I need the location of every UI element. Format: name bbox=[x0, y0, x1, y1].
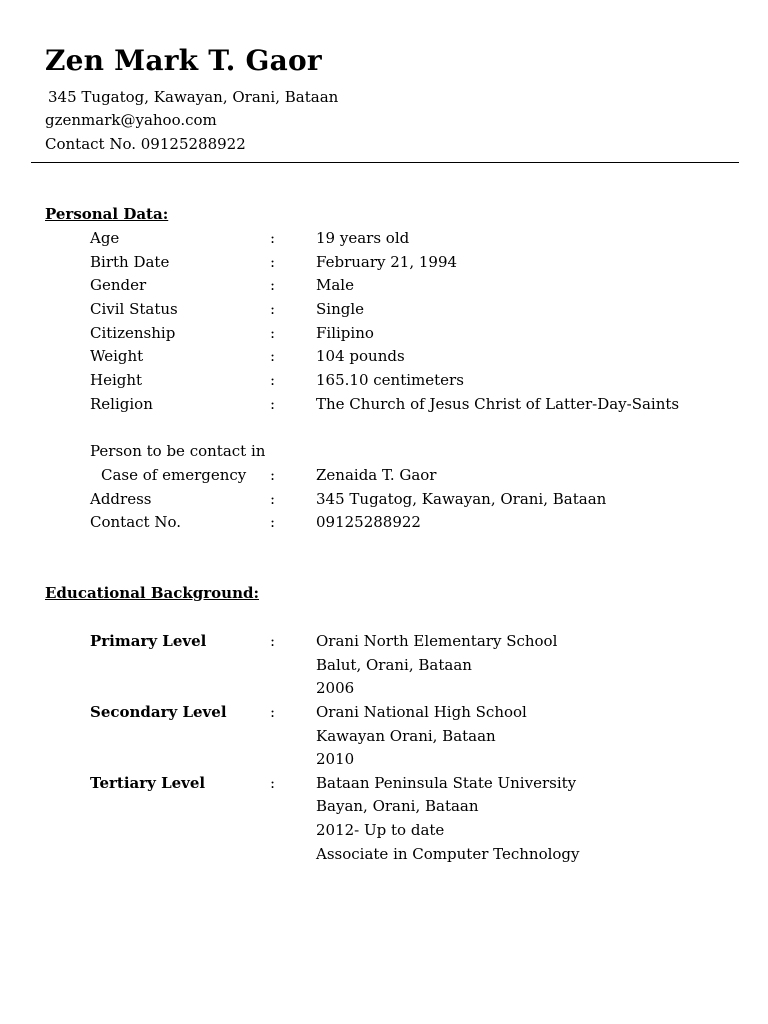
personal-row-weight bbox=[0, 346, 768, 368]
row-separator: : bbox=[270, 229, 276, 247]
row-separator: : bbox=[270, 300, 276, 318]
emergency-title-line2: Case of emergency bbox=[101, 466, 247, 484]
row-separator: : bbox=[270, 632, 276, 650]
personal-row-gender bbox=[0, 275, 768, 297]
emergency-contact-value: 09125288922 bbox=[316, 513, 421, 531]
row-value: Filipino bbox=[316, 324, 374, 342]
personal-data-heading: Personal Data: bbox=[45, 205, 169, 223]
header-divider bbox=[31, 162, 739, 163]
applicant-contact: Contact No. 09125288922 bbox=[45, 135, 246, 153]
row-separator: : bbox=[270, 276, 276, 294]
education-level-label: Secondary Level bbox=[90, 703, 227, 721]
emergency-title-line1: Person to be contact in bbox=[90, 442, 266, 460]
row-value: The Church of Jesus Christ of Latter-Day-Saints bbox=[316, 395, 680, 413]
applicant-name: Zen Mark T. Gaor bbox=[45, 44, 322, 77]
education-level-label: Tertiary Level bbox=[90, 774, 206, 792]
row-label: Age bbox=[90, 229, 120, 247]
row-label: Civil Status bbox=[90, 300, 178, 318]
education-heading: Educational Background: bbox=[45, 584, 260, 602]
education-level-label: Primary Level bbox=[90, 632, 207, 650]
personal-row-height bbox=[0, 370, 768, 392]
personal-row-birth-date bbox=[0, 252, 768, 274]
education-tertiary-location-row bbox=[0, 796, 768, 818]
education-tertiary-year-row bbox=[0, 820, 768, 842]
education-tertiary-row bbox=[0, 773, 768, 795]
row-value: 104 pounds bbox=[316, 347, 405, 365]
education-primary-location-row bbox=[0, 655, 768, 677]
row-label: Contact No. bbox=[90, 513, 181, 531]
row-label: Gender bbox=[90, 276, 147, 294]
applicant-email: gzenmark@yahoo.com bbox=[45, 111, 217, 129]
emergency-name-row bbox=[0, 465, 768, 487]
education-location: Kawayan Orani, Bataan bbox=[316, 727, 496, 745]
row-separator: : bbox=[270, 324, 276, 342]
education-location: Bayan, Orani, Bataan bbox=[316, 797, 479, 815]
row-separator: : bbox=[270, 774, 276, 792]
applicant-address: 345 Tugatog, Kawayan, Orani, Bataan bbox=[48, 88, 339, 106]
row-separator: : bbox=[270, 371, 276, 389]
row-separator: : bbox=[270, 703, 276, 721]
education-primary-row bbox=[0, 631, 768, 653]
personal-row-civil-status bbox=[0, 299, 768, 321]
personal-row-religion bbox=[0, 394, 768, 416]
row-value: 19 years old bbox=[316, 229, 410, 247]
row-label: Citizenship bbox=[90, 324, 176, 342]
education-location: Balut, Orani, Bataan bbox=[316, 656, 472, 674]
row-separator: : bbox=[270, 513, 276, 531]
education-school: Orani National High School bbox=[316, 703, 527, 721]
row-value: Male bbox=[316, 276, 354, 294]
education-year: 2012- Up to date bbox=[316, 821, 445, 839]
education-year: 2006 bbox=[316, 679, 355, 697]
education-tertiary-course-row bbox=[0, 844, 768, 866]
education-year: 2010 bbox=[316, 750, 355, 768]
education-primary-year-row bbox=[0, 678, 768, 700]
row-separator: : bbox=[270, 347, 276, 365]
row-separator: : bbox=[270, 466, 276, 484]
education-school: Orani North Elementary School bbox=[316, 632, 558, 650]
emergency-address-value: 345 Tugatog, Kawayan, Orani, Bataan bbox=[316, 490, 607, 508]
row-separator: : bbox=[270, 253, 276, 271]
emergency-address-row bbox=[0, 489, 768, 511]
emergency-title-row bbox=[0, 441, 768, 463]
row-label: Address bbox=[90, 490, 152, 508]
emergency-contact-row bbox=[0, 512, 768, 534]
row-label: Weight bbox=[90, 347, 144, 365]
education-course: Associate in Computer Technology bbox=[316, 845, 580, 863]
personal-row-citizenship bbox=[0, 323, 768, 345]
personal-row-age bbox=[0, 228, 768, 250]
row-separator: : bbox=[270, 395, 276, 413]
emergency-contact-name: Zenaida T. Gaor bbox=[316, 466, 437, 484]
row-label: Religion bbox=[90, 395, 153, 413]
education-secondary-location-row bbox=[0, 726, 768, 748]
row-value: February 21, 1994 bbox=[316, 253, 458, 271]
education-secondary-row bbox=[0, 702, 768, 724]
education-secondary-year-row bbox=[0, 749, 768, 771]
row-value: Single bbox=[316, 300, 365, 318]
row-label: Birth Date bbox=[90, 253, 170, 271]
row-label: Height bbox=[90, 371, 143, 389]
row-separator: : bbox=[270, 490, 276, 508]
education-school: Bataan Peninsula State University bbox=[316, 774, 577, 792]
row-value: 165.10 centimeters bbox=[316, 371, 464, 389]
